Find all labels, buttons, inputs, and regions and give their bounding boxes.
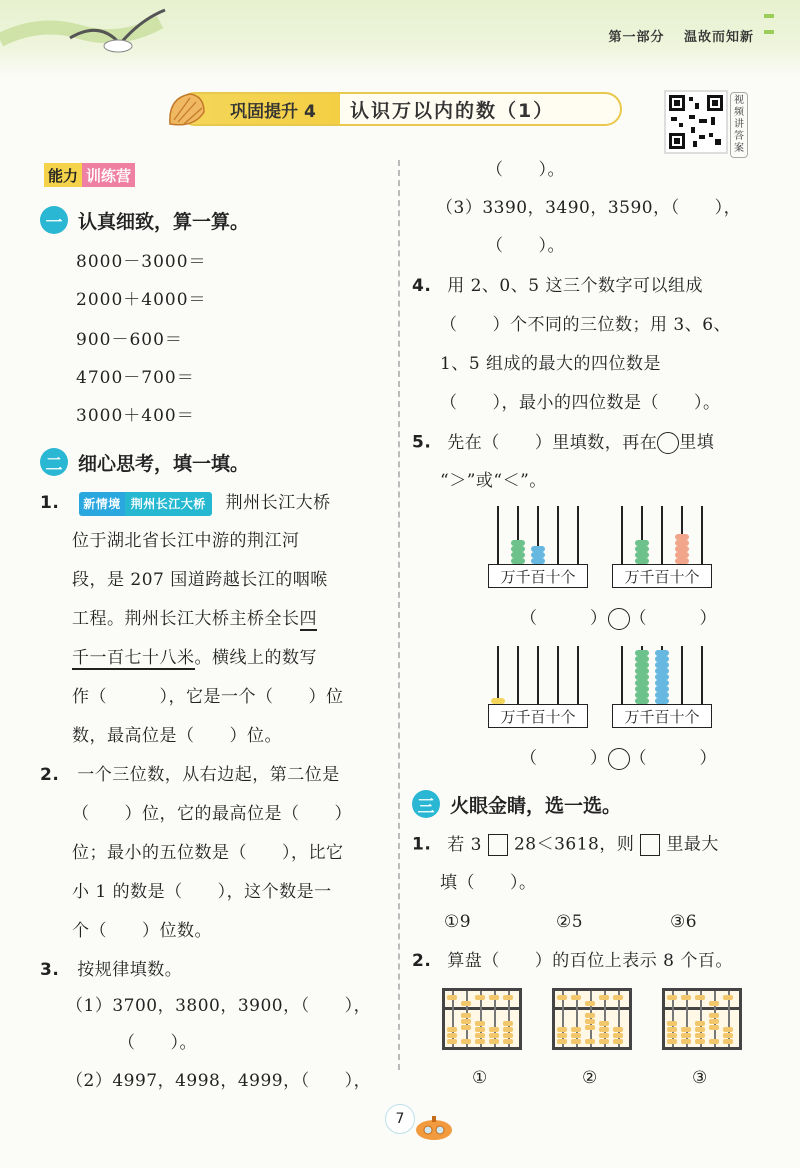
abacus-3 xyxy=(488,646,588,726)
q1-line-7: 数，最高位是（ ）位。 xyxy=(72,726,282,746)
seagull-decoration-icon xyxy=(0,0,200,80)
qr-code-icon xyxy=(669,95,723,149)
compare-circle xyxy=(608,608,630,630)
soroban-label: ② xyxy=(582,1068,598,1088)
q3-number: 3. xyxy=(40,960,60,980)
lesson-title-number: 巩固提升 4 xyxy=(180,94,340,124)
s3q1-text-c: 里最大 xyxy=(666,834,719,855)
q2-number: 2. xyxy=(40,765,60,785)
compare-circle xyxy=(608,748,630,770)
abacus-4 xyxy=(612,646,712,726)
decoration-icon xyxy=(760,8,780,48)
calc-item: 2000＋4000＝ xyxy=(76,290,207,310)
q5-number: 5. xyxy=(412,432,432,453)
q1-number: 1. xyxy=(40,493,60,513)
q4-line-1 xyxy=(412,276,703,296)
calc-item: 8000－3000＝ xyxy=(76,252,207,272)
q1-line-5 xyxy=(72,648,317,668)
page-number: 7 xyxy=(385,1104,415,1134)
badge-ability: 能力 xyxy=(44,163,82,187)
soroban-label: ① xyxy=(472,1068,488,1088)
compare-circle xyxy=(657,432,679,454)
calc-item: 4700－700＝ xyxy=(76,368,195,388)
q2-line-1 xyxy=(40,765,340,785)
answer-box xyxy=(640,834,660,856)
q2-line-3: 位；最小的五位数是（ ），比它 xyxy=(72,843,344,863)
q1-line-1 xyxy=(40,492,331,516)
abacus-label: 万千百十个 xyxy=(488,564,588,588)
section-1-heading xyxy=(40,206,249,234)
q3-part-2a: （2）4997，4998，4999，（ ）， xyxy=(66,1071,372,1091)
badge-camp: 训练营 xyxy=(82,163,135,187)
section-2-title: 细心思考，填一填。 xyxy=(78,452,250,475)
q5-text-1b: 里填 xyxy=(679,432,715,453)
compare-blank-left: （ ） xyxy=(520,608,608,629)
s3q1-option: ②5 xyxy=(556,912,584,932)
s3q1-number: 1. xyxy=(412,834,432,855)
section-3-heading xyxy=(412,790,621,818)
q1-line-6: 作（ ），它是一个（ ）位 xyxy=(72,687,344,707)
s3q1-line-2: 填（ ）。 xyxy=(440,873,537,893)
compare-blank-left: （ ） xyxy=(520,748,608,769)
q4-number: 4. xyxy=(412,276,432,296)
q3-part-1a: （1）3700，3800，3900，（ ）， xyxy=(66,996,372,1016)
s3q1-option: ③6 xyxy=(670,912,698,932)
abacus-label: 万千百十个 xyxy=(612,564,712,588)
s3q1-line-1 xyxy=(412,834,719,856)
q1-underlined-number-a: 四 xyxy=(299,609,317,629)
abacus-2 xyxy=(612,506,712,586)
q3-part-1b: （ ）。 xyxy=(118,1033,197,1053)
section-1-title: 认真细致，算一算。 xyxy=(78,210,250,233)
q2-line-4: 小 1 的数是（ ），这个数是一 xyxy=(72,882,332,902)
q5-line-1 xyxy=(412,432,714,454)
header-section: 温故而知新 xyxy=(683,30,754,45)
q3-part-3b: （ ）。 xyxy=(486,236,565,256)
submarine-icon xyxy=(412,1110,458,1144)
q1-line-3: 段，是 207 国道跨越长江的咽喉 xyxy=(72,570,328,590)
q5-text-1: 先在（ ）里填数，再在 xyxy=(447,432,658,453)
q1-line-2: 位于湖北省长江中游的荆江河 xyxy=(72,531,300,551)
abacus-1 xyxy=(488,506,588,586)
section-2-heading xyxy=(40,448,249,476)
compare-row-1 xyxy=(520,608,717,630)
q3-part-3a: （3）3390，3490，3590，（ ）， xyxy=(436,198,742,218)
compare-blank-right: （ ） xyxy=(629,608,717,629)
compare-row-2 xyxy=(520,748,717,770)
section-2-number: 二 xyxy=(40,448,68,476)
section-1-number: 一 xyxy=(40,206,68,234)
section-3-title: 火眼金睛，选一选。 xyxy=(450,794,622,817)
q4-line-4: （ ），最小的四位数是（ ）。 xyxy=(440,393,721,413)
column-divider xyxy=(398,160,400,1070)
calc-item: 900－600＝ xyxy=(76,330,183,350)
tag-new-context: 新情境 xyxy=(79,492,125,516)
soroban-label: ③ xyxy=(692,1068,708,1088)
q4-line-3: 1、5 组成的最大的四位数是 xyxy=(440,354,662,374)
soroban-3 xyxy=(662,988,742,1050)
tag-topic: 荆州长江大桥 xyxy=(125,492,212,516)
soroban-2 xyxy=(552,988,632,1050)
header-title xyxy=(594,26,754,45)
s3q1-text-b: 28＜3618，则 xyxy=(513,834,635,855)
q3-part-2b: （ ）。 xyxy=(486,160,565,180)
qr-code[interactable] xyxy=(664,90,728,154)
s3q2-number: 2. xyxy=(412,951,432,971)
q3-line-1 xyxy=(40,960,182,980)
q4-line-2: （ ）个不同的三位数；用 3、6、 xyxy=(440,315,732,335)
q1-text-1: 荆州长江大桥 xyxy=(225,493,331,513)
soroban-1 xyxy=(442,988,522,1050)
compare-blank-right: （ ） xyxy=(629,748,717,769)
section-3-number: 三 xyxy=(412,790,440,818)
q1-text-4: 工程。荆州长江大桥主桥全长 xyxy=(72,609,300,629)
s3q2-text: 算盘（ ）的百位上表示 8 个百。 xyxy=(447,951,733,971)
header-part: 第一部分 xyxy=(608,30,665,45)
lesson-title-text: 认识万以内的数（1） xyxy=(350,100,555,122)
s3q1-text-a: 若 3 xyxy=(447,834,482,855)
lesson-title xyxy=(178,92,622,126)
q1-line-4 xyxy=(72,609,317,629)
s3q2-line-1 xyxy=(412,951,733,971)
answer-box xyxy=(488,834,508,856)
q1-underlined-number-b: 千一百七十八米 xyxy=(72,648,195,668)
q2-line-2: （ ）位，它的最高位是（ ） xyxy=(72,804,352,824)
q5-line-2: “＞”或“＜”。 xyxy=(440,471,547,491)
s3q1-option: ①9 xyxy=(444,912,472,932)
q2-line-5: 个（ ）位数。 xyxy=(72,921,212,941)
calc-item: 3000＋400＝ xyxy=(76,406,195,426)
q2-text-1: 一个三位数，从右边起，第二位是 xyxy=(77,765,340,785)
shell-icon xyxy=(164,88,208,132)
section-badge xyxy=(44,163,135,187)
qr-caption: 视频讲答案 xyxy=(730,92,748,158)
q3-title: 按规律填数。 xyxy=(77,960,183,980)
q1-text-5: 。横线上的数写 xyxy=(194,648,317,668)
q4-text-1: 用 2、0、5 这三个数字可以组成 xyxy=(447,276,703,296)
abacus-label: 万千百十个 xyxy=(488,704,588,728)
abacus-label: 万千百十个 xyxy=(612,704,712,728)
